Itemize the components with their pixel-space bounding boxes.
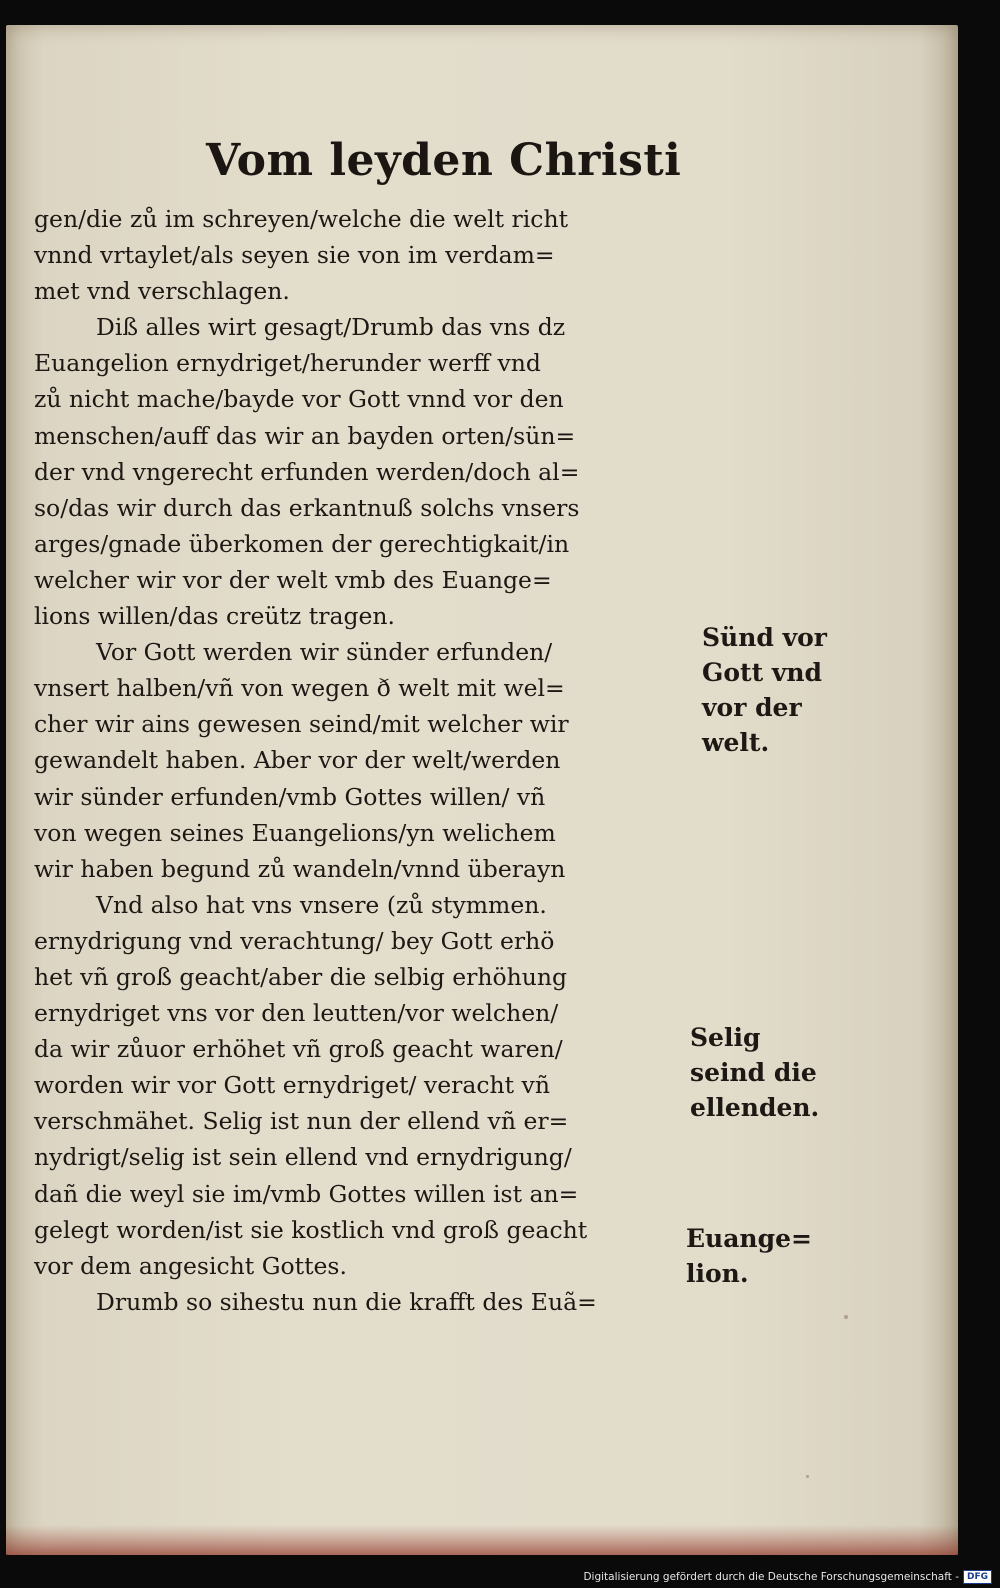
text-line: het vñ groß geacht/aber die selbig erhöhung	[34, 962, 568, 991]
text-line: wir sünder erfunden/vmb Gottes willen/ vñ	[34, 782, 546, 811]
running-head: Vom leyden Christi	[206, 135, 682, 186]
text-line: ernydriget vns vor den leutten/vor welchen/	[34, 999, 559, 1028]
text-line: der vnd vngerecht erfunden werden/doch al=	[34, 457, 580, 486]
text-line: Vor Gott werden wir sünder erfunden/	[96, 638, 553, 667]
text-line: ernydrigung vnd verachtung/ bey Gott erhö	[34, 926, 555, 955]
marginal-line: Sünd vor	[702, 623, 827, 652]
marginal-line: welt.	[702, 728, 770, 757]
marginal-note-gospel	[686, 1221, 812, 1291]
marginal-line: Gott vnd	[702, 658, 823, 687]
marginal-line: lion.	[686, 1259, 749, 1288]
text-line: von wegen seines Euangelions/yn welichem	[34, 818, 556, 847]
text-line: dañ die weyl sie im/vmb Gottes willen ist an=	[34, 1179, 579, 1208]
text-line: vnsert halben/vñ von wegen ð welt mit wel=	[34, 674, 565, 703]
text-line: arges/gnade überkomen der gerechtigkait/in	[34, 529, 570, 558]
text-line: vnnd vrtaylet/als seyen sie von im verdam=	[34, 241, 555, 270]
text-line: nydrigt/selig ist sein ellend vnd ernydrigung/	[34, 1143, 572, 1172]
marginal-line: Selig	[690, 1023, 761, 1052]
text-line: cher wir ains gewesen seind/mit welcher wir	[34, 710, 569, 739]
marginal-note-sin	[702, 620, 827, 760]
marginal-line: Euange=	[686, 1224, 812, 1253]
text-line: menschen/auff das wir an bayden orten/sün=	[34, 421, 576, 450]
text-line: Diß alles wirt gesagt/Drumb das vns dz	[96, 313, 566, 342]
text-line: so/das wir durch das erkantnuß solchs vnsers	[34, 493, 580, 522]
marginal-line: vor der	[702, 693, 802, 722]
dfg-logo: DFG	[963, 1570, 992, 1584]
text-line: da wir zůuor erhöhet vñ groß geacht waren/	[34, 1035, 563, 1064]
book-page	[6, 25, 958, 1555]
marginal-line: seind die	[690, 1058, 817, 1087]
marginal-note-blessed	[690, 1020, 819, 1125]
text-line: Euangelion ernydriget/herunder werff vnd	[34, 349, 541, 378]
text-line: verschmähet. Selig ist nun der ellend vñ er=	[34, 1107, 569, 1136]
marginal-line: ellenden.	[690, 1093, 820, 1122]
text-line: Drumb so sihestu nun die krafft des Euã=	[96, 1287, 597, 1316]
text-line: lions willen/das creütz tragen.	[34, 602, 396, 631]
paper-speck	[844, 1315, 848, 1319]
text-line: welcher wir vor der welt vmb des Euange=	[34, 565, 552, 594]
text-line: met vnd verschlagen.	[34, 277, 290, 306]
text-line: worden wir vor Gott ernydriget/ veracht vñ	[34, 1071, 550, 1100]
text-line: wir haben begund zů wandeln/vnnd überayn	[34, 854, 566, 883]
text-line: zů nicht mache/bayde vor Gott vnnd vor den	[34, 385, 564, 414]
text-column	[34, 201, 714, 1320]
text-line: gen/die zů im schreyen/welche die welt richt	[34, 205, 569, 233]
text-line: gewandelt haben. Aber vor der welt/werden	[34, 746, 561, 775]
digitization-credit	[583, 1570, 992, 1584]
text-line: gelegt worden/ist sie kostlich vnd groß geacht	[34, 1215, 588, 1244]
text-line: Vnd also hat vns vnsere (zů stymmen.	[96, 890, 547, 919]
text-line: vor dem angesicht Gottes.	[34, 1251, 347, 1280]
paper-speck	[806, 1475, 809, 1478]
footer-text: Digitalisierung gefördert durch die Deutsche Forschungsgemeinschaft -	[583, 1571, 959, 1583]
